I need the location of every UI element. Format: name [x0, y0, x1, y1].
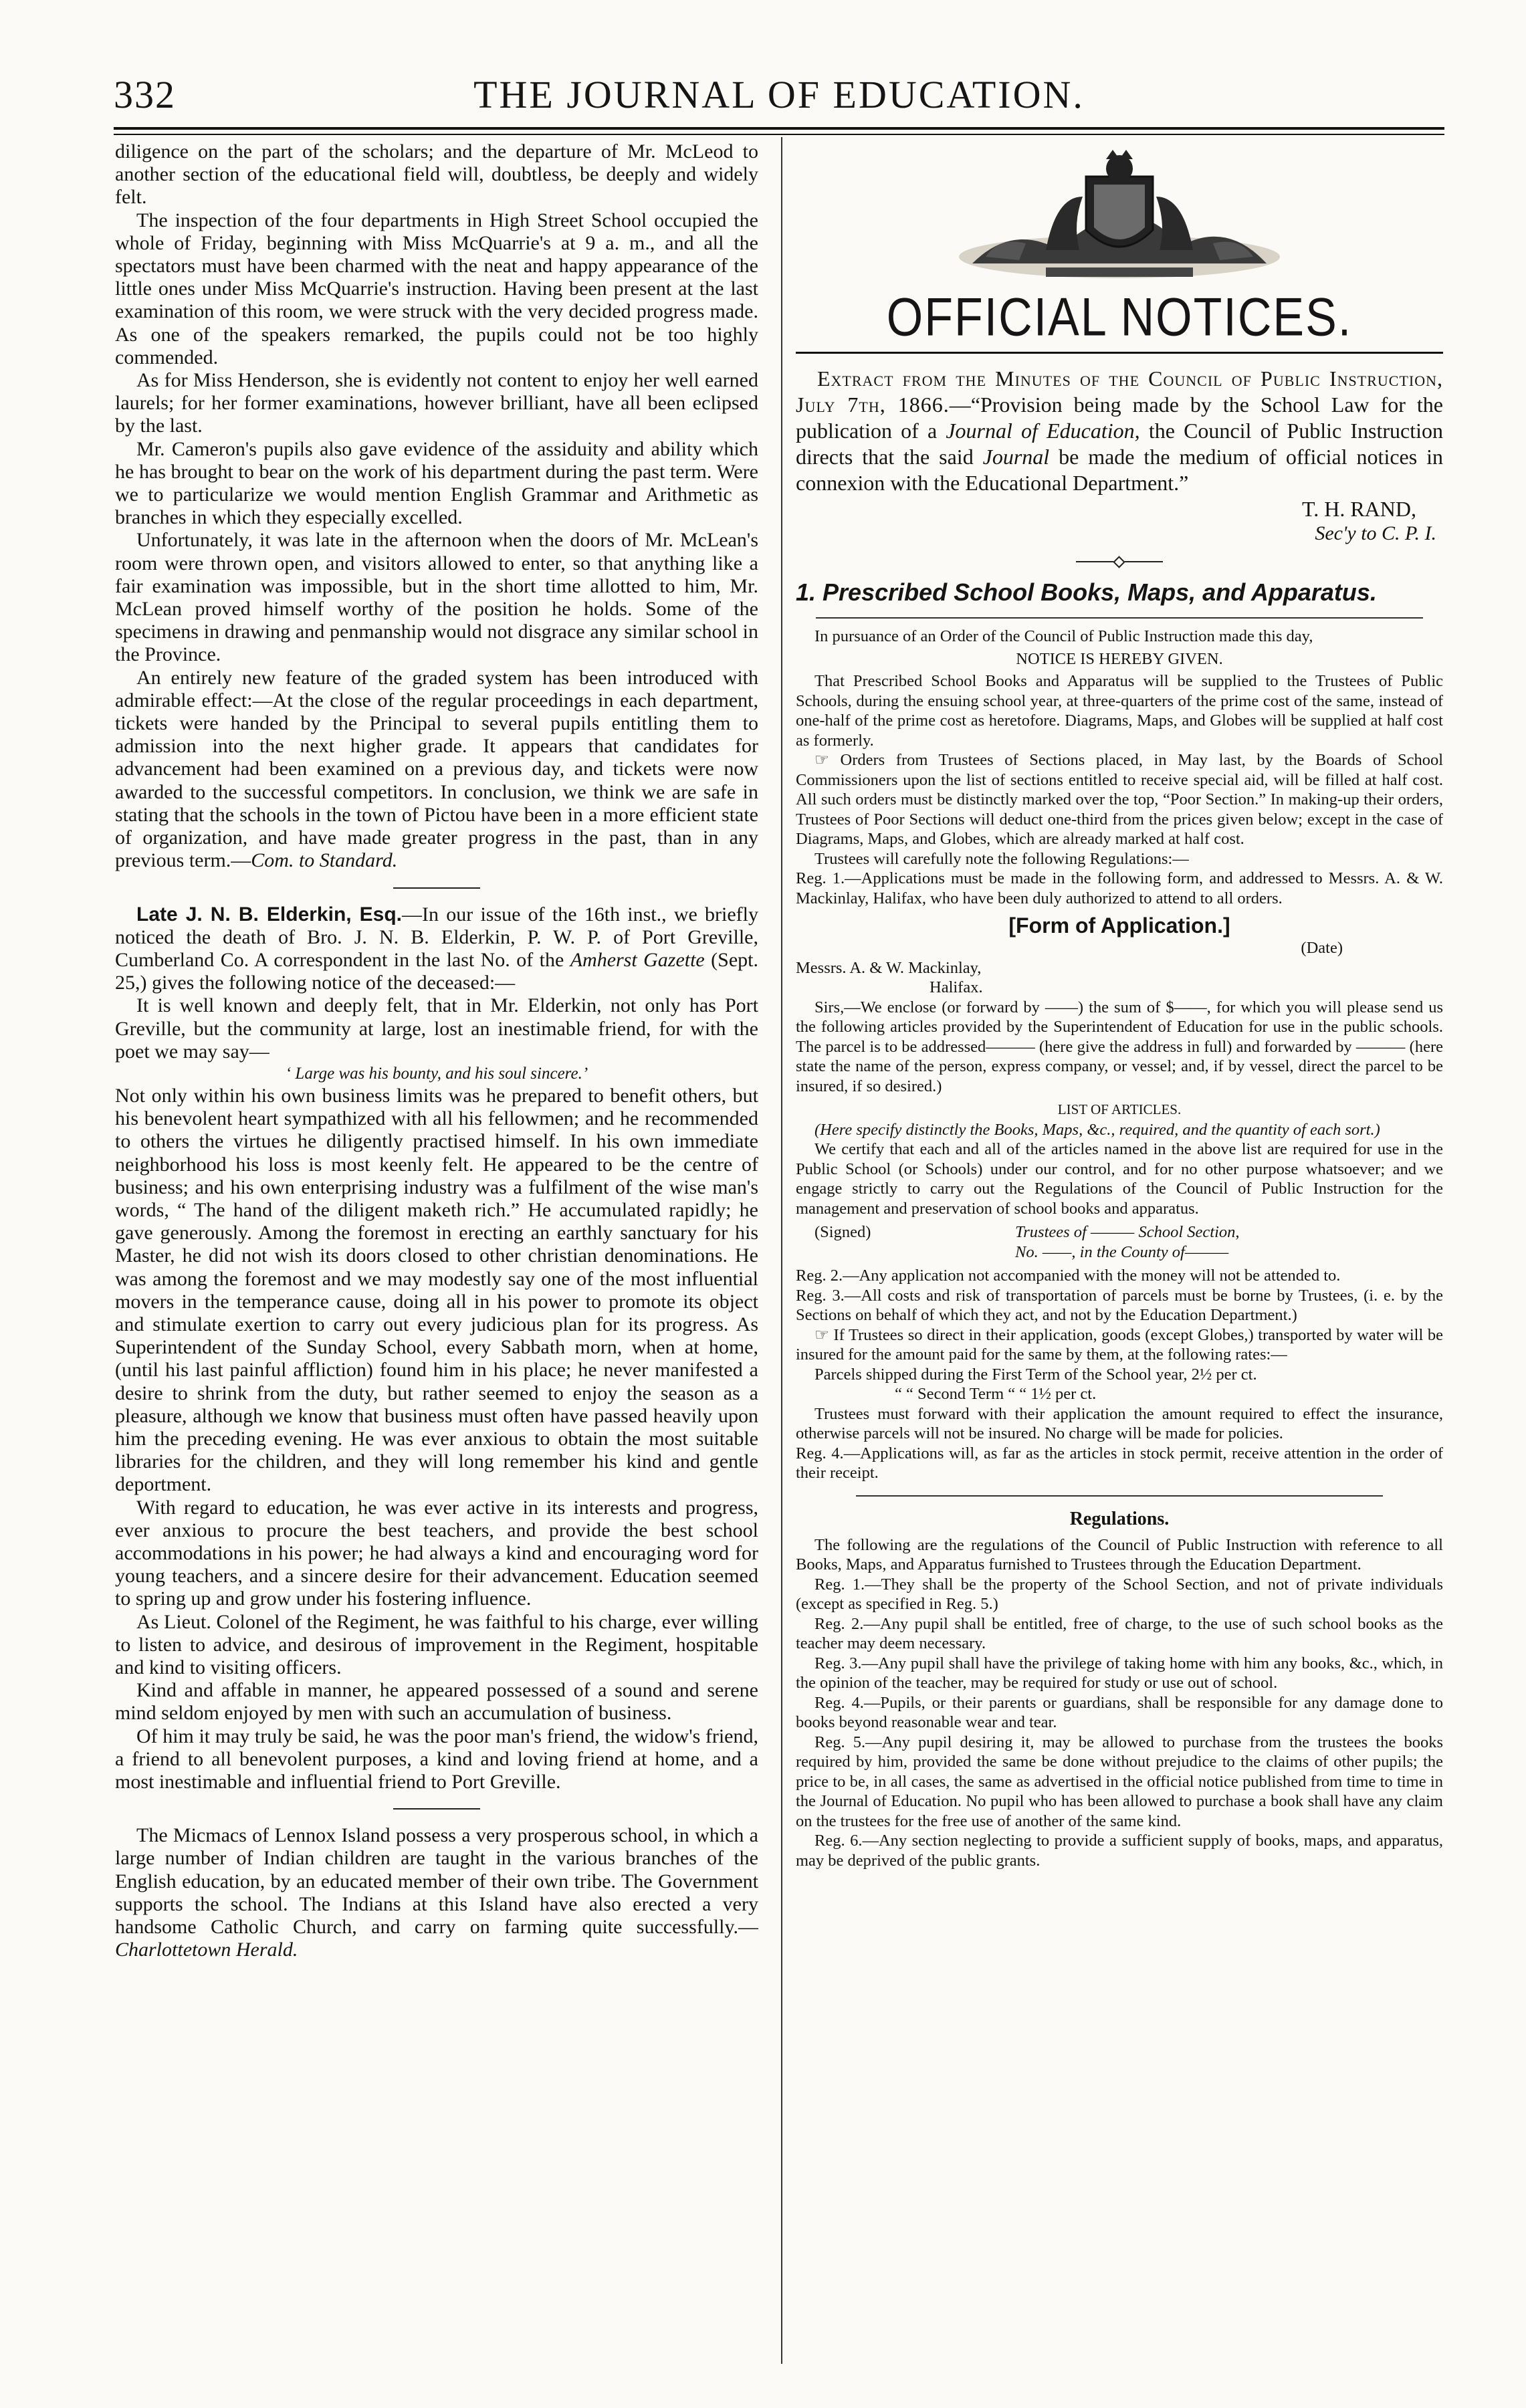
page-number: 332 [114, 73, 176, 116]
article-paragraph: Mr. Cameron's pupils also gave evidence of the assiduity and ability which he has brought to bear on the work of his department during the past term. Were we to particularize we would mention English Grammar and Arithmetic as branches in which they especially excelled. [115, 437, 758, 529]
regulations-intro: The following are the regulations of the Council of Public Instruction with reference to all Books, Maps, and Apparatus furnished to Trustees through the Education Department. [796, 1535, 1443, 1573]
article-source: Charlottetown Herald. [115, 1939, 298, 1961]
micmac-paragraph [115, 1824, 758, 1961]
coat-of-arms-emblem [946, 150, 1293, 290]
signature-block [796, 1222, 1443, 1262]
obituary-paragraph [115, 903, 758, 995]
form-body: Sirs,—We enclose (or forward by ——) the sum of $——, for which you will please send us the following articles provided by the Superintendent of Education for use in the public schools. The parcel is to be addressed——— (here give the address in full) and forwarded by ——— (here state the name of the person, express company, or vessel; and, if by vessel, direct the parcel to be insured, if so desired.) [796, 998, 1443, 1095]
article-paragraph: diligence on the part of the scholars; and the departure of Mr. McLeod to another section of the educational field will, doubtless, be deeply and widely felt. [115, 140, 758, 209]
separator [393, 1808, 480, 1810]
extract-text: the Council of Public Instruction directs that the said [796, 419, 1443, 469]
obituary-paragraph: As Lieut. Colonel of the Regiment, he was faithful to his charge, ever willing to listen to advice, and desirous of improvement in the Regiment, hospitable and kind to visiting officers. [115, 1610, 758, 1678]
article-paragraph [115, 667, 758, 873]
form-city: Halifax. [930, 978, 983, 996]
header-rule-thin [114, 134, 1444, 135]
obituary-heading: Late J. N. B. Elderkin, Esq. [136, 903, 403, 925]
form-date: (Date) [1301, 939, 1343, 957]
regulation-item: Reg. 2.—Any application not accompanied with the money will not be attended to. [796, 1267, 1341, 1285]
regulations-heading: Regulations. [1069, 1508, 1170, 1529]
form-addressee: Messrs. A. & W. Mackinlay, [796, 958, 982, 977]
list-note: (Here specify distinctly the Books, Maps, &c., required, and the quantity of each sort.) [814, 1120, 1380, 1139]
title-rule [796, 352, 1443, 354]
ornamental-rule [1076, 557, 1163, 566]
section-title: OFFICIAL NOTICES. [886, 287, 1353, 347]
right-column [796, 140, 1443, 2374]
extract-paragraph [796, 366, 1443, 496]
left-column [115, 140, 758, 2367]
regulation-item: Reg. 1.—They shall be the property of the School Section, and not of private individuals (except as specified in Reg. 5.) [796, 1575, 1443, 1613]
section-rule [856, 1495, 1383, 1497]
signed-trustees: Trustees of ——— School Section, [1015, 1223, 1240, 1241]
obituary-paragraph: Not only within his own business limits was he prepared to benefit others, but his benevolent heart sympathized with all his fellowmen; and he recommended to others the virtues he diligently practised himself. In his own immediate neighborhood his loss is most keenly felt. He appeared to be the centre of business; and his own enterprising industry was a fulfilment of the wise man's words, “ The hand of the diligent maketh rich.” He accumulated rapidly; he gave generously. Among the foremost in erecting an earthly sanctuary for his Master, he did not wish its doors closed to other christian denominations. He was among the foremost and we may modestly say one of the most influential movers in the temperance cause, doing all in his power to promote its object and stimulate exertion to carry out every judicious plan for its progress. As Superintendent of the Sunday School, every Sabbath morn, when at home, (until his last painful affliction) found him in his place; he never manifested a desire to shrink from the duty, but rather seemed to enjoy the season as a pleasure, although we know that business must often have passed heavily upon him the preceding evening. He was ever anxious to obtain the most suitable libraries for the children, and they will long remember his kind and gentle deportment. [115, 1084, 758, 1496]
extract-text: —“Provision being made by the School Law for the publication of a [796, 393, 1443, 443]
obituary-paragraph: Of him it may truly be said, he was the poor man's friend, the widow's friend, a friend to all benevolent purposes, a kind and loving friend at home, and a most inestimable and influential friend to Port Greville. [115, 1725, 758, 1793]
journal-name: Journal [982, 445, 1050, 469]
extract-lead: Extract from the Minutes of the Council of Public Instruction, July 7th, 1866. [796, 366, 1443, 417]
poet-quote: ‘ Large was his bounty, and his soul sincere.’ [285, 1064, 588, 1083]
regulation-item: Reg. 4.—Pupils, or their parents or guardians, shall be responsible for any damage done to books beyond reasonable wear and tear. [796, 1693, 1443, 1731]
signatory-title: Sec'y to C. P. I. [1315, 522, 1436, 544]
newspaper-name: Amherst Gazette [570, 948, 705, 971]
column-divider [781, 137, 782, 2364]
separator [393, 887, 480, 889]
list-of-articles: LIST OF ARTICLES. [1057, 1101, 1182, 1117]
regulation-item: Reg. 6.—Any section neglecting to provide a sufficient supply of books, maps, and apparatus, may be deprived of the public grants. [796, 1832, 1443, 1870]
rate-line: “ “ Second Term “ “ 1½ per ct. [895, 1385, 1097, 1403]
form-heading: [Form of Application.] [1008, 913, 1230, 938]
notice-paragraph: That Prescribed School Books and Apparatus will be supplied to the Trustees of Public Schools, during the ensuing school year, at three-quarters of the prime cost of the same, instead of one-half of the prime cost as heretofore. Diagrams, Maps, and Globes will be supplied at half cost as formerly. [796, 672, 1443, 750]
signed-number: No. ——, in the County of——— [1015, 1242, 1229, 1261]
insurance-tail: Trustees must forward with their application the amount required to effect the insurance, otherwise parcels will not be insured. No charge will be made for policies. [796, 1404, 1443, 1442]
rate-line: Parcels shipped during the First Term of the School year, 2½ per ct. [814, 1365, 1257, 1384]
notice-paragraph: Trustees will carefully note the following Regulations:— [814, 849, 1189, 868]
regulation-item: Reg. 2.—Any pupil shall be entitled, free of charge, to the use of such school books as the teacher may deem necessary. [796, 1614, 1443, 1652]
notice-paragraph: ☞ Orders from Trustees of Sections placed, in May last, by the Boards of School Commissioners upon the list of sections entitled to receive special aid, will be filled at half cost. All such orders must be distinctly marked over the top, “Poor Section.” In making-up their orders, Trustees of Poor Sections will deduct one-third from the prices given below; except in the case of Diagrams, Maps, and Globes, which are already marked at half cost. [796, 751, 1443, 848]
page-header [114, 72, 1444, 126]
running-title: THE JOURNAL OF EDUCATION. [473, 73, 1085, 116]
obituary-paragraph: Kind and affable in manner, he appeared possessed of a sound and serene mind seldom enjoyed by men with such an accumulation of business. [115, 1679, 758, 1725]
notice-given: NOTICE IS HEREBY GIVEN. [1016, 649, 1223, 668]
article-text: The Micmacs of Lennox Island possess a very prosperous school, in which a large number of Indian children are taught in the various branches of the English education, by an educated member of their own tribe. The Government supports the school. The Indians at this Island have also erected a very handsome Catholic Church, and carry on farming quite successfully.— [115, 1824, 758, 1939]
regulation-item: Reg. 3.—All costs and risk of transportation of parcels must be borne by Trustees, (i. e. by the Sections on behalf of which they act, and not by the Education Department.) [796, 1286, 1443, 1324]
insurance-note: ☞ If Trustees so direct in their application, goods (except Globes,) transported by water will be insured for the amount paid for the same by them, at the following rates:— [796, 1325, 1443, 1363]
article-paragraph: Unfortunately, it was late in the afternoon when the doors of Mr. McLean's room were thrown open, and visitors allowed to enter, so that anything like a fair examination was impossible, but in the short time allotted to him, Mr. McLean proved himself worthy of the position he holds. Some of the specimens in drawing and penmanship would not disgrace any similar school in the Province. [115, 529, 758, 666]
certify-paragraph: We certify that each and all of the articles named in the above list are required for use in the Public School (or Schools) under our control, and for no other purpose whatsoever; and we engage strictly to carry out the Regulations of the Council of Public Instruction for the management and preservation of school books and apparatus. [796, 1140, 1443, 1218]
header-rule [114, 127, 1444, 130]
signed-label: (Signed) [814, 1223, 871, 1241]
regulation-item: Reg. 3.—Any pupil shall have the privilege of taking home with him any books, &c., which, in the opinion of the teacher, may be required for study or use out of school. [796, 1654, 1443, 1692]
regulation-item: Reg. 1.—Applications must be made in the following form, and addressed to Messrs. A. & W. Mackinlay, Halifax, who have been duly authorized to attend to all orders. [796, 869, 1443, 907]
signatory-name: T. H. RAND, [1302, 497, 1416, 521]
obituary-text: —In our issue of the 16th inst., we briefly noticed the death of Bro. J. N. B. Elderkin, P. W. P. of Port Greville, Cumberland Co. A correspondent in the last No. of the [115, 903, 758, 971]
heading-rule [816, 617, 1423, 619]
article-source: Com. to Standard. [251, 849, 398, 872]
journal-name: Journal of Education, [946, 419, 1140, 443]
article-paragraph: The inspection of the four departments in High Street School occupied the whole of Friday, beginning with Miss McQuarrie's at 9 a. m., and all the spectators must have been charmed with the neat and happy appearance of the little ones under Miss McQuarrie's instruction. Having been present at the last examination of this room, we were struck with the very decided progress made. As one of the speakers remarked, the pupils could not be too highly commended. [115, 209, 758, 368]
obituary-paragraph: It is well known and deeply felt, that in Mr. Elderkin, not only has Port Greville, but the community at large, lost an inestimable friend, for with the poet we may say— [115, 994, 758, 1063]
regulation-item: Reg. 4.—Applications will, as far as the articles in stock permit, receive attention in the order of their receipt. [796, 1444, 1443, 1482]
regulation-item: Reg. 5.—Any pupil desiring it, may be allowed to purchase from the trustees the books required by him, provided the same be done without prejudice to the claims of other pupils; the price to be, in all cases, the same as advertised in the official notice published from time to time in the Journal of Education. No pupil who has been allowed to purchase a book shall have any claim on the trustees for the free use of another of the same kind. [796, 1733, 1443, 1830]
order-line: In pursuance of an Order of the Council of Public Instruction made this day, [814, 627, 1313, 645]
obituary-paragraph: With regard to education, he was ever active in its interests and progress, ever anxious to procure the best teachers, and provide the best school accommodations in his power; he had always a kind and encouraging word for young teachers, and a sincere desire for their advancement. Education seemed to spring up and grow under his fostering influence. [115, 1496, 758, 1610]
section-heading: 1. Prescribed School Books, Maps, and Apparatus. [796, 578, 1377, 606]
obituary-text: (Sept. 25,) gives the following notice of the deceased:— [115, 948, 758, 994]
article-paragraph: As for Miss Henderson, she is evidently not content to enjoy her well earned laurels; for her former examinations, however brilliant, have all been eclipsed by the last. [115, 369, 758, 437]
article-text: An entirely new feature of the graded system has been introduced with admirable effect:—At the close of the regular proceedings in each department, tickets were handed by the Principal to several pupils entitling them to admission into the next higher grade. It appears that candidates for advancement had been examined on a previous day, and tickets were now awarded to the successful competitors. In conclusion, we think we are safe in stating that the schools in the town of Pictou have been in a more efficient state of organization, and have made greater progress in the past, than in any previous term.— [115, 666, 758, 872]
extract-text: be made the medium of official notices in connexion with the Educational Department.” [796, 445, 1443, 495]
